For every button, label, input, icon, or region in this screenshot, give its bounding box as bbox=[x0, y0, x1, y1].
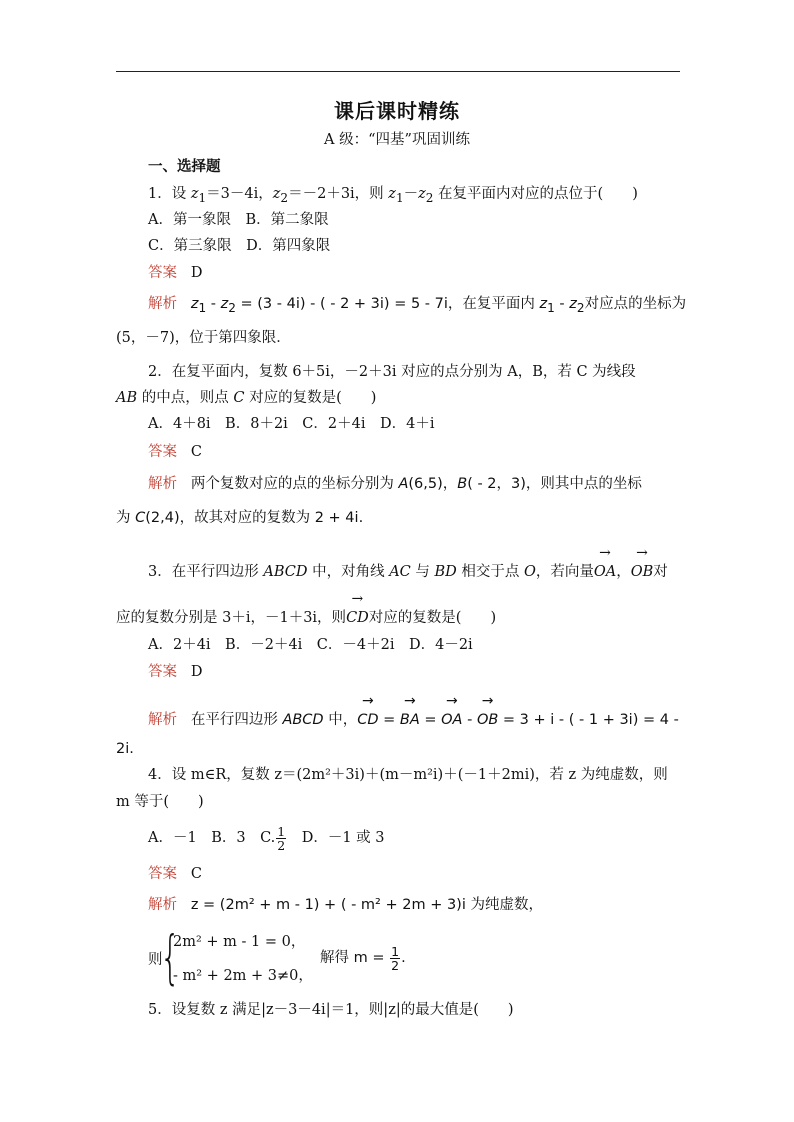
vector-cd: → CD bbox=[357, 710, 378, 730]
q4-solution: 解得 m = $\frac{1}{2}$ . bbox=[320, 943, 406, 973]
q1-analysis: 解析 $z_1 - z_2 = (3 - 4i)$ - ( - 2 + 3i) = 5 - 7i，在复平面内 $z_1 - z_2$对应点的坐标为 bbox=[148, 296, 687, 315]
q1-analysis-line2: (5，－7)，位于第四象限． bbox=[116, 330, 291, 346]
analysis-label: 解析 bbox=[148, 476, 177, 492]
system-brace: { bbox=[160, 923, 181, 991]
answer-label: 答案 bbox=[148, 866, 177, 882]
q4-answer: 答案 C bbox=[148, 866, 202, 882]
answer-label: 答案 bbox=[148, 265, 177, 281]
section-heading: 一、选择题 bbox=[148, 158, 221, 175]
q3-analysis-line2: 2i. bbox=[116, 741, 134, 757]
fraction-one-half: $\frac{1}{2}$ bbox=[391, 943, 400, 973]
vector-oa: → OA bbox=[594, 562, 616, 582]
vector-oa: → OA bbox=[441, 710, 462, 730]
vector-ob: → OB bbox=[477, 710, 498, 730]
analysis-label: 解析 bbox=[148, 712, 177, 728]
q4-system-eq2: - m² + 2m + 3≠0， bbox=[173, 968, 313, 984]
q3-options: A．2＋4i B．－2＋4i C．－4＋2i D．4－2i bbox=[148, 637, 473, 653]
vector-cd: → CD bbox=[346, 608, 369, 628]
q4-then: 则 bbox=[148, 952, 163, 968]
q4-analysis-line1: 解析 z = (2m² + m - 1) + ( - m² + 2m + 3)i 为纯虚数， bbox=[148, 897, 543, 913]
q1-stem: 1．设 $z_1=3-4i$，$z_2=-2+3i$，则 $z_1-z_2$ 在复平面内对应的点位于( ) bbox=[148, 186, 638, 205]
q4-stem-line2: m 等于( ) bbox=[116, 794, 204, 810]
q2-analysis-line2: 为 C(2,4)，故其对应的复数为 2 + 4i. bbox=[116, 510, 364, 526]
q4-stem-line1: 4．设 m∈R，复数 z＝(2m²＋3i)＋(m－m²i)＋(－1＋2mi)，若 z 为纯虚数，则 bbox=[148, 767, 668, 783]
vector-ob: → OB bbox=[631, 562, 654, 582]
q3-answer: 答案 D bbox=[148, 664, 203, 680]
answer-label: 答案 bbox=[148, 664, 177, 680]
q2-options: A．4＋8i B．8＋2i C．2＋4i D．4＋i bbox=[148, 416, 435, 432]
q2-answer: 答案 C bbox=[148, 444, 202, 460]
q2-stem-line1: 2．在复平面内，复数 6＋5i，－2＋3i 对应的点分别为 A，B，若 C 为线段 bbox=[148, 364, 636, 380]
fraction-one-half: $\frac{1}{2}$ bbox=[277, 823, 286, 853]
analysis-label: 解析 bbox=[148, 897, 177, 913]
q1-answer: 答案 D bbox=[148, 265, 203, 281]
answer-label: 答案 bbox=[148, 444, 177, 460]
q2-stem-line2: AB 的中点，则点 C 对应的复数是( ) bbox=[116, 390, 377, 406]
q3-analysis-line1: 解析 在平行四边形 ABCD 中，→ CD = → BA = → OA - → OB = 3 + i - ( - 1 + 3i) = 4 - bbox=[148, 710, 679, 730]
analysis-label: 解析 bbox=[148, 296, 177, 312]
q1-options-ab: A．第一象限 B．第二象限 bbox=[148, 212, 329, 228]
q4-options: A．－1 B．3 C. $\frac{1}{2}$ D．－1 或 3 bbox=[148, 823, 385, 853]
q3-stem-line1: 3．在平行四边形 ABCD 中，对角线 AC 与 BD 相交于点 O，若向量→ OA，→ OB对 bbox=[148, 562, 668, 582]
q4-system-eq1: 2m² + m - 1 = 0， bbox=[173, 934, 306, 950]
header-rule bbox=[116, 71, 680, 72]
q2-analysis-line1: 解析 两个复数对应的点的坐标分别为 A(6,5)，B( - 2，3)，则其中点的坐标 bbox=[148, 476, 642, 492]
q3-stem-line2: 应的复数分别是 3＋i，－1＋3i，则→ CD对应的复数是( ) bbox=[116, 608, 496, 628]
page-subtitle: A 级：“四基”巩固训练 bbox=[324, 132, 470, 148]
q5-stem: 5．设复数 z 满足|z－3－4i|＝1，则|z|的最大值是( ) bbox=[148, 1002, 514, 1018]
q1-options-cd: C．第三象限 D．第四象限 bbox=[148, 238, 331, 254]
vector-ba: → BA bbox=[400, 710, 420, 730]
page-title: 课后课时精练 bbox=[334, 99, 460, 123]
